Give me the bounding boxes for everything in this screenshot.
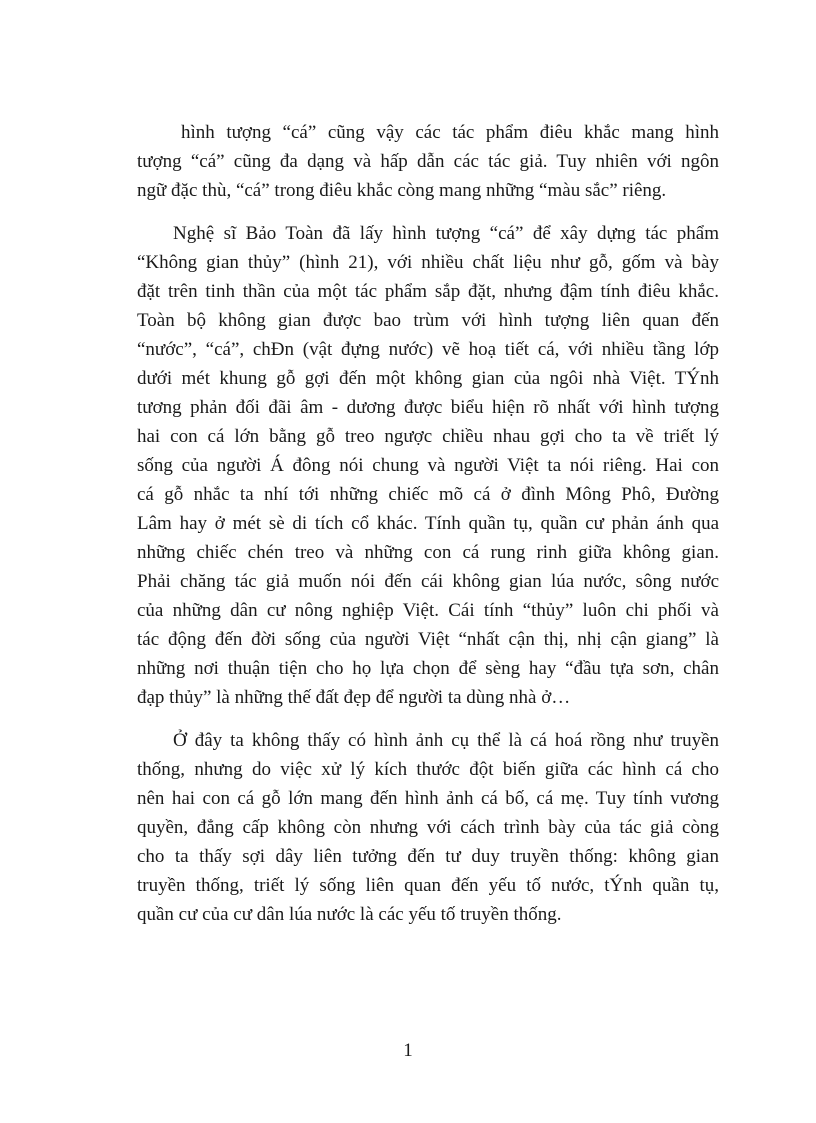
text-line: truyền thống, triết lý sống liên quan đến yếu tố nước, tÝnh quần tụ, <box>137 875 719 896</box>
text-line: “nước”, “cá”, chĐn (vật đựng nước) vẽ hoạ tiết cá, với nhiều tầng lớp <box>137 339 719 360</box>
text-line: Nghệ sĩ Bảo Toàn đã lấy hình tượng “cá” để xây dựng tác phẩm <box>173 223 719 244</box>
text-line: dưới mét khung gỗ gợi đến một không gian của ngôi nhà Việt. TÝnh <box>137 368 719 389</box>
text-line: của những dân cư nông nghiệp Việt. Cái tính “thủy” luôn chi phối và <box>137 600 719 621</box>
text-line: thống, nhưng do việc xử lý kích thước đột biến giữa các hình cá cho <box>137 759 719 780</box>
paragraph-1 <box>137 118 719 205</box>
paragraph-3 <box>137 726 719 929</box>
text-line: tương phản đối đãi âm - dương được biểu hiện rõ nhất với hình tượng <box>137 397 719 418</box>
text-line: những nơi thuận tiện cho họ lựa chọn để sèng hay “đầu tựa sơn, chân <box>137 658 719 679</box>
text-line: sống của người Á đông nói chung và người Việt ta nói riêng. Hai con <box>137 455 719 476</box>
text-line: đặt trên tinh thần của một tác phẩm sắp đặt, nhưng đậm tính điêu khắc. <box>137 281 719 302</box>
text-line: hình tượng “cá” cũng vậy các tác phẩm điêu khắc mang hình <box>181 122 719 143</box>
text-line: cho ta thấy sợi dây liên tưởng đến tư duy truyền thống: không gian <box>137 846 719 867</box>
paragraph-2 <box>137 219 719 712</box>
text-line: những chiếc chén treo và những con cá rung rinh giữa không gian. <box>137 542 719 563</box>
text-line: “Không gian thủy” (hình 21), với nhiều chất liệu như gỗ, gốm và bày <box>137 252 719 273</box>
text-line: quyền, đẳng cấp không còn nhưng với cách trình bày của tác giả còng <box>137 817 719 838</box>
text-line: ngữ đặc thù, “cá” trong điêu khắc còng mang những “màu sắc” riêng. <box>137 180 667 201</box>
text-line: Toàn bộ không gian được bao trùm với hình tượng liên quan đến <box>137 310 719 331</box>
text-line: đạp thủy” là những thế đất đẹp để người ta dùng nhà ở… <box>137 687 571 708</box>
document-body <box>137 118 719 929</box>
text-line: hai con cá lớn bằng gỗ treo ngược chiều nhau gợi cho ta về triết lý <box>137 426 719 447</box>
text-line: Phải chăng tác giả muốn nói đến cái không gian lúa nước, sông nước <box>137 571 719 592</box>
text-line: tượng “cá” cũng đa dạng và hấp dẫn các tác giả. Tuy nhiên với ngôn <box>137 151 719 172</box>
text-line: quần cư của cư dân lúa nước là các yếu tố truyền thống. <box>137 904 562 925</box>
page-number: 1 <box>403 1040 413 1061</box>
text-line: Ở đây ta không thấy có hình ảnh cụ thể là cá hoá rồng như truyền <box>173 730 719 751</box>
text-line: cá gỗ nhắc ta nhí tới những chiếc mõ cá ở đình Mông Phô, Đường <box>137 484 719 505</box>
text-line: tác động đến đời sống của người Việt “nhất cận thị, nhị cận giang” là <box>137 629 719 650</box>
text-line: Lâm hay ở mét sè di tích cổ khác. Tính quần tụ, quần cư phản ánh qua <box>137 513 719 534</box>
text-line: nên hai con cá gỗ lớn mang đến hình ảnh cá bố, cá mẹ. Tuy tính vương <box>137 788 719 809</box>
